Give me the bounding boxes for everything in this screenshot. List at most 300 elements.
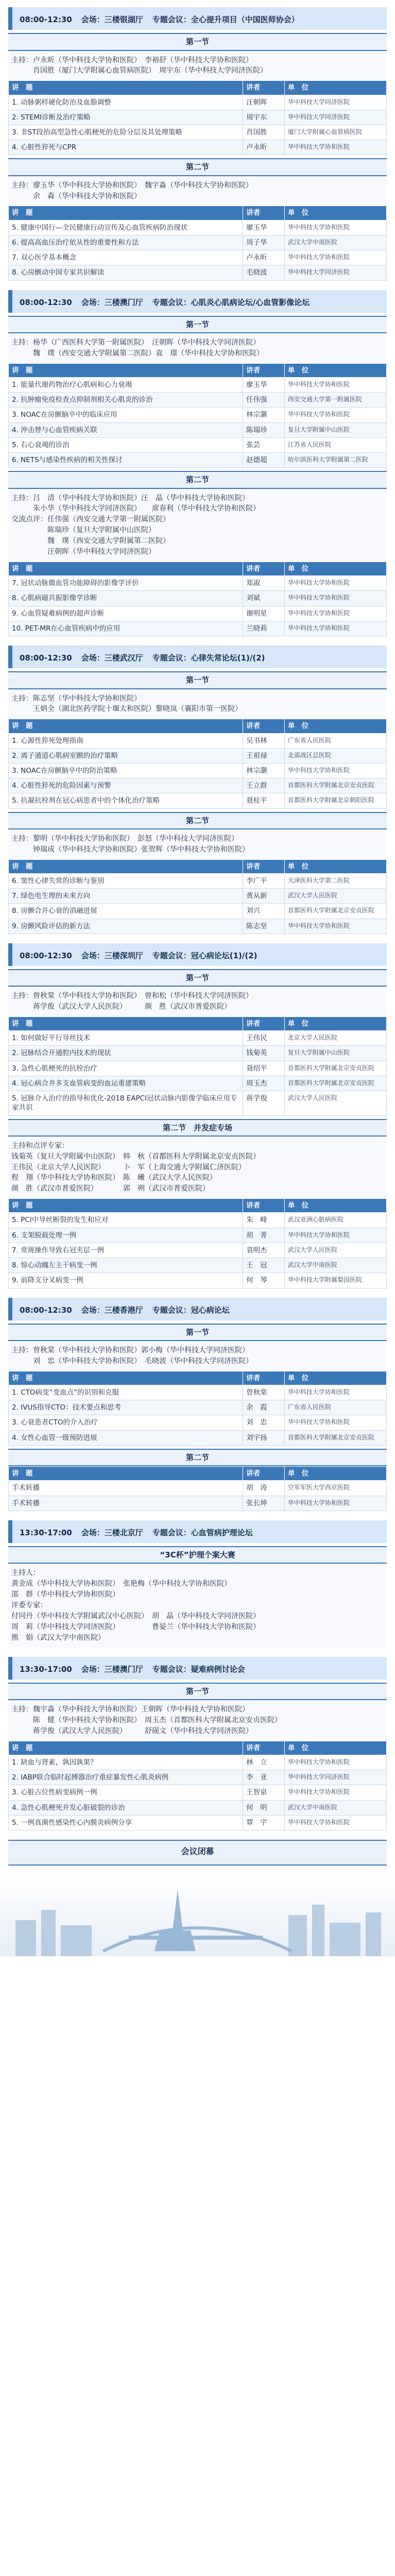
- talk-unit: 武汉大学人民医院: [284, 1091, 386, 1115]
- talk-title: 9. 心血管疑难病例的超声诊断: [9, 606, 243, 621]
- chair-line: 肖国胜（厦门大学附属心血管病医院） 周宇东（华中科技大学同济医院）: [11, 66, 267, 75]
- chair-line: 主持和点评专家：: [11, 1141, 69, 1150]
- session-venue: 会场：三楼武汉厅: [81, 653, 143, 663]
- table-row: [9, 250, 387, 265]
- table-row: [9, 904, 387, 919]
- chair-line: 邵 群（华中科技大学协和医院）: [11, 1590, 119, 1599]
- chairs-list: [8, 829, 387, 859]
- block-title: 第一节: [8, 1683, 387, 1700]
- talk-title: 6. 窦性心律失常的诊断与鉴别: [9, 873, 243, 888]
- session-time: 08:00-12:30: [20, 15, 72, 24]
- talk-title: 手术转播: [9, 1496, 243, 1511]
- table-header-row: [9, 562, 387, 575]
- chair-line: 主持：卢永昕（华中科技大学协和医院） 李裕舒（华中科技大学协和医院）: [11, 56, 253, 64]
- talk-speaker: 王智泉: [243, 1785, 285, 1800]
- talk-speaker: 林宗灏: [243, 763, 285, 778]
- talk-title: 4. 女性心血管一级预防进展: [9, 1430, 243, 1445]
- session-topic: 专题会议：疑难病例讨论会: [152, 1664, 245, 1674]
- header-talk: 讲 题: [9, 206, 243, 220]
- talks-table: [8, 1741, 387, 1831]
- block-title: 第二节 并发症专场: [8, 1119, 387, 1137]
- session-topic: 专题会议：心肌炎心肌病论坛/心血管影像论坛: [152, 297, 310, 307]
- table-header-row: [9, 206, 387, 220]
- talk-speaker: 余 霞: [243, 1400, 285, 1415]
- talk-unit: 首都医科大学附属北京安贞医院: [284, 1430, 386, 1445]
- session-topic: 专题会议：心律失常论坛(1)/(2): [152, 653, 265, 663]
- chair-line: 熊 娟（武汉大学中南医院）: [11, 1633, 105, 1642]
- chair-line: 主持：黎明（华中科技大学协和医院） 彭怒（华中科技大学同济医院）: [11, 834, 238, 843]
- header-speaker: 讲者: [243, 1017, 285, 1031]
- chair-line: 程 翔（华中科技大学协和医院） 陈 曦（武汉大学人民医院）: [11, 1174, 217, 1182]
- table-row: [9, 1400, 387, 1415]
- talk-speaker: 卢永昕: [243, 250, 285, 265]
- talk-unit: 首都医科大学附属北京安贞医院: [284, 778, 386, 793]
- table-row: [9, 889, 387, 904]
- talk-title: 5. 抗凝抗栓剂在冠心病患者中的个体化治疗策略: [9, 793, 243, 808]
- talk-speaker: 汪朝晖: [243, 95, 285, 110]
- talk-title: 10. PET-MR在心血管疾病中的应用: [9, 621, 243, 636]
- session-0: [8, 7, 387, 281]
- talks-table: [8, 80, 387, 155]
- talk-unit: 华中科技大学协和医院: [284, 408, 386, 422]
- talk-unit: 华中科技大学协和医院: [284, 606, 386, 621]
- header-unit: 单 位: [284, 1741, 386, 1755]
- talk-unit: 武汉大学中南医院: [284, 1258, 386, 1273]
- session-time: 08:00-12:30: [20, 951, 72, 960]
- talk-title: 3. NOAC在房颤脑卒中的防治策略: [9, 763, 243, 778]
- talk-title: 6. 提高高血压治疗依从性的重要性和方法: [9, 235, 243, 250]
- block-title: 第二节: [8, 471, 387, 488]
- talk-title: 8. 心房颤动中国专家共识解读: [9, 265, 243, 280]
- table-row: [9, 621, 387, 636]
- talk-speaker: 曾秋棠: [243, 1385, 285, 1400]
- chair-line: 主持：曾秋棠（华中科技大学协和医院） 曾和松（华中科技大学同济医院）: [11, 992, 253, 1001]
- talk-unit: 厦门大学附属心血管病医院: [284, 125, 386, 140]
- talk-title: 4. 冠心病合并多支血管病变的血运重建策略: [9, 1076, 243, 1091]
- session-time: 08:00-12:30: [20, 1305, 72, 1315]
- talk-unit: 华中科技大学协和医院: [284, 621, 386, 636]
- header-unit: 单 位: [284, 859, 386, 873]
- chair-line: 主持：杨华（广西医科大学第一附属医院） 汪朝晖（华中科技大学同济医院）: [11, 338, 260, 347]
- talk-speaker: 胡 菁: [243, 1228, 285, 1243]
- chair-line: 朱小华（华中科技大学同济医院） 席春利（华中科技大学协和医院）: [11, 504, 260, 513]
- talk-unit: 华中科技大学同济医院: [284, 110, 386, 125]
- table-row: [9, 220, 387, 235]
- header-unit: 单 位: [284, 1371, 386, 1385]
- header-speaker: 讲者: [243, 562, 285, 575]
- talk-unit: 华中科技大学协和医院: [284, 1785, 386, 1800]
- session-header: [8, 943, 387, 966]
- table-row: [9, 1481, 387, 1496]
- talk-unit: 华中科技大学协和医院: [284, 1755, 386, 1770]
- chairs-list: [8, 51, 387, 81]
- talk-speaker: 李 亚: [243, 1770, 285, 1785]
- talk-speaker: 兰晓莉: [243, 621, 285, 636]
- session-header: [8, 7, 387, 30]
- talk-speaker: 覃 宇: [243, 1815, 285, 1830]
- talk-unit: 首都医科大学附属北京朝阳医院: [284, 793, 386, 808]
- talk-unit: 华中科技大学协和医院: [284, 1228, 386, 1243]
- talk-speaker: 蒋学俊: [243, 1091, 285, 1115]
- talk-unit: 华中科技大学协和医院: [284, 1415, 386, 1430]
- chair-line: 王伟民（北京大学人民医院） 卜 军（上海交通大学附属仁济医院）: [11, 1163, 246, 1172]
- talk-speaker: 毛晓波: [243, 265, 285, 280]
- session-time: 08:00-12:30: [20, 653, 72, 663]
- header-speaker: 讲者: [243, 1467, 285, 1481]
- table-header-row: [9, 1371, 387, 1385]
- header-talk: 讲 题: [9, 562, 243, 575]
- talk-speaker: 黄从新: [243, 889, 285, 904]
- talk-title: 3. 非ST段抬高型急性心肌梗死的危险分层及其处理策略: [9, 125, 243, 140]
- talk-unit: 华中科技大学协和医院: [284, 1815, 386, 1830]
- chairs-list: [8, 1137, 387, 1198]
- chair-line: 主持：陈志坚（华中科技大学协和医院）: [11, 694, 141, 703]
- table-row: [9, 1213, 387, 1228]
- chair-line: 陈 健（华中科技大学协和医院） 周玉杰（首都医科大学附属北京安贞医院）: [11, 1716, 282, 1724]
- talk-title: 2. 离子通道心肌病室颤的治疗策略: [9, 748, 243, 763]
- table-row: [9, 453, 387, 468]
- chairs-list: [8, 987, 387, 1016]
- talks-table: [8, 719, 387, 808]
- table-row: [9, 1415, 387, 1430]
- header-unit: 单 位: [284, 1017, 386, 1031]
- block-title: 第二节: [8, 158, 387, 176]
- chairs-list: [8, 176, 387, 206]
- talk-title: 1. 心源性猝死处理指南: [9, 733, 243, 748]
- header-speaker: 讲者: [243, 859, 285, 873]
- table-row: [9, 140, 387, 155]
- talk-title: 7. 绿色电生理的未来方向: [9, 889, 243, 904]
- chair-line: 主持：曾秋棠（华中科技大学协和医院）郭小梅（华中科技大学同济医院）: [11, 1346, 249, 1355]
- talk-speaker: 肖国胜: [243, 125, 285, 140]
- talk-speaker: 廖玉华: [243, 378, 285, 393]
- talk-speaker: 刘斌: [243, 591, 285, 606]
- talk-unit: 华中科技大学协和医院: [284, 250, 386, 265]
- talks-table: [8, 562, 387, 636]
- chair-line: 主持人：: [11, 1569, 40, 1578]
- skyline-illustration: [0, 1874, 395, 1956]
- chair-line: 魏 璞（西安交通大学附属第二医院）: [11, 537, 170, 546]
- table-row: [9, 265, 387, 280]
- session-6: [8, 1657, 387, 1831]
- header-talk: 讲 题: [9, 1199, 243, 1213]
- header-talk: 讲 题: [9, 1371, 243, 1385]
- talk-title: 8. 惊心动魄左主干病变一例: [9, 1258, 243, 1273]
- talk-speaker: 胡 涛: [243, 1481, 285, 1496]
- header-speaker: 讲者: [243, 1741, 285, 1755]
- talk-unit: 华中科技大学附属梨园医院: [284, 1273, 386, 1288]
- talks-table: [8, 363, 387, 468]
- talk-title: 8. 心肌病磁共振影像学诊断: [9, 591, 243, 606]
- session-time: 13:30-17:00: [20, 1664, 72, 1674]
- table-row: [9, 1228, 387, 1243]
- header-talk: 讲 题: [9, 81, 243, 95]
- block-title: “3C杯”护理个案大赛: [8, 1546, 387, 1564]
- table-row: [9, 591, 387, 606]
- talk-unit: 首都医科大学附属北京安贞医院: [284, 1061, 386, 1076]
- chair-line: 王炳全（湖北医药学院十堰太和医院）黎晓岚（襄阳市第一医院）: [11, 705, 242, 714]
- session-topic: 专题会议：冠心病论坛(1)/(2): [152, 951, 257, 960]
- table-row: [9, 1091, 387, 1115]
- table-row: [9, 235, 387, 250]
- talk-speaker: 刘兴: [243, 904, 285, 919]
- session-venue: 会场：三楼香港厅: [81, 1305, 143, 1315]
- table-row: [9, 1496, 387, 1511]
- talk-unit: 西安交通大学第一附属医院: [284, 393, 386, 408]
- talk-title: 4. 心脏性猝死与CPR: [9, 140, 243, 155]
- talk-unit: 武汉大学中南医院: [284, 235, 386, 250]
- talk-unit: 北京大学人民医院: [284, 1031, 386, 1046]
- talk-unit: 广东省人民医院: [284, 1400, 386, 1415]
- talk-title: 5. 右心衰竭的诊治: [9, 437, 243, 452]
- talk-speaker: 袁明杰: [243, 1243, 285, 1258]
- header-talk: 讲 题: [9, 719, 243, 733]
- talk-speaker: 廖玉华: [243, 220, 285, 235]
- table-row: [9, 437, 387, 452]
- table-row: [9, 606, 387, 621]
- talk-title: 手术转播: [9, 1481, 243, 1496]
- chair-line: 主持：魏宇淼（华中科技大学协和医院）王朝晖（华中科技大学协和医院）: [11, 1705, 249, 1714]
- talk-title: 1. 动脉粥样硬化防治及血脂调整: [9, 95, 243, 110]
- table-row: [9, 1770, 387, 1785]
- talk-speaker: 李广平: [243, 873, 285, 888]
- header-speaker: 讲者: [243, 81, 285, 95]
- block-title: 第一节: [8, 1324, 387, 1341]
- talk-title: 5. 冠脉介入治疗的指导和优化-2018 EAPCI冠状动脉内影像学临床应用专家共识: [9, 1091, 243, 1115]
- talk-speaker: 任伟强: [243, 393, 285, 408]
- talk-speaker: 何 琴: [243, 1273, 285, 1288]
- talk-speaker: 吴书林: [243, 733, 285, 748]
- chairs-list: [8, 489, 387, 562]
- talk-speaker: 卢永昕: [243, 140, 285, 155]
- table-header-row: [9, 1467, 387, 1481]
- header-unit: 单 位: [284, 81, 386, 95]
- table-row: [9, 95, 387, 110]
- header-talk: 讲 题: [9, 1741, 243, 1755]
- talk-title: 7. 冠状动脉微血管功能障碍的影像学评价: [9, 576, 243, 591]
- session-header: [8, 1298, 387, 1320]
- table-row: [9, 1815, 387, 1830]
- chair-line: 黄金成（华中科技大学协和医院） 张艳梅（华中科技大学协和医院）: [11, 1580, 231, 1588]
- chairs-list: [8, 333, 387, 363]
- table-row: [9, 873, 387, 888]
- table-row: [9, 919, 387, 934]
- talk-title: 2. 冠脉结合开通腔内技术的现状: [9, 1046, 243, 1061]
- talk-unit: 复旦大学附属中山医院: [284, 1046, 386, 1061]
- chair-line: 评委专家：: [11, 1601, 47, 1609]
- table-row: [9, 778, 387, 793]
- talk-unit: 复旦大学附属中山医院: [284, 422, 386, 437]
- chair-line: 余 森（华中科技大学协和医院）: [11, 192, 141, 200]
- session-5: [8, 1520, 387, 1648]
- talk-title: 1. 如何做好平行导丝技术: [9, 1031, 243, 1046]
- talk-unit: 华中科技大学协和医院: [284, 220, 386, 235]
- table-header-row: [9, 859, 387, 873]
- session-2: [8, 646, 387, 934]
- session-header: [8, 1657, 387, 1680]
- table-row: [9, 1258, 387, 1273]
- talk-unit: 华中科技大学协和医院: [284, 140, 386, 155]
- chairs-list: [8, 1341, 387, 1371]
- chair-line: 钟瑞成（华中科技大学协和医院）张贺辉（华中科技大学协和医院）: [11, 845, 249, 854]
- header-speaker: 讲者: [243, 363, 285, 377]
- session-venue: 会场：三楼澳门厅: [81, 1664, 143, 1674]
- talk-title: 3. 心脏占位性病变病例一例: [9, 1785, 243, 1800]
- chairs-list: [8, 1700, 387, 1741]
- talk-title: 3. 心衰患者CTO的介入治疗: [9, 1415, 243, 1430]
- talk-unit: 江苏省人民医院: [284, 437, 386, 452]
- talk-title: 3. NOAC在房颤脑卒中的临床应用: [9, 408, 243, 422]
- table-row: [9, 1243, 387, 1258]
- session-venue: 会场：三楼北京厅: [81, 1528, 143, 1537]
- talk-speaker: 林宗灏: [243, 408, 285, 422]
- header-speaker: 讲者: [243, 1199, 285, 1213]
- talk-speaker: 林 立: [243, 1755, 285, 1770]
- session-header: [8, 646, 387, 668]
- talk-title: 4. 沖击替与心血管疾病关联: [9, 422, 243, 437]
- talk-unit: 华中科技大学协和医院: [284, 591, 386, 606]
- talks-table: [8, 1466, 387, 1511]
- table-row: [9, 1385, 387, 1400]
- table-row: [9, 1031, 387, 1046]
- session-time: 08:00-12:30: [20, 297, 72, 307]
- talks-table: [8, 859, 387, 934]
- talks-table: [8, 1016, 387, 1116]
- talks-table: [8, 1198, 387, 1288]
- talk-title: 9. 房颤风险评估的新方法: [9, 919, 243, 934]
- talk-speaker: 郑淑: [243, 576, 285, 591]
- talk-unit: 华中科技大学协和医院: [284, 378, 386, 393]
- talk-title: 6. NETS与感染性疾病的相关性探讨: [9, 453, 243, 468]
- session-4: [8, 1298, 387, 1511]
- header-unit: 单 位: [284, 206, 386, 220]
- talk-speaker: 谢明星: [243, 606, 285, 621]
- talk-unit: 华中科技大学协和医院: [284, 1496, 386, 1511]
- chair-line: 交流点评：任伟强（西安交通大学第一附属医院）: [11, 515, 170, 524]
- talks-table: [8, 1371, 387, 1446]
- header-talk: 讲 题: [9, 859, 243, 873]
- talk-title: 4. 急性心肌梗死并发心脏破裂的诊治: [9, 1800, 243, 1815]
- block-title: 第一节: [8, 33, 387, 50]
- talk-speaker: 王 冠: [243, 1258, 285, 1273]
- talk-title: 2. STEMI诊断及治疗策略: [9, 110, 243, 125]
- chairs-list: [8, 1564, 387, 1647]
- talk-speaker: 王伟民: [243, 1031, 285, 1046]
- table-header-row: [9, 1199, 387, 1213]
- talk-unit: 武汉大学人民医院: [284, 1243, 386, 1258]
- table-row: [9, 1076, 387, 1091]
- talk-title: 1. CTO病变“变血点”的识别和克服: [9, 1385, 243, 1400]
- header-speaker: 讲者: [243, 206, 285, 220]
- header-unit: 单 位: [284, 363, 386, 377]
- table-row: [9, 408, 387, 422]
- talk-speaker: 聂桂平: [243, 793, 285, 808]
- table-row: [9, 422, 387, 437]
- table-row: [9, 576, 387, 591]
- talk-title: 7. 常规操作导致右冠夹层一例: [9, 1243, 243, 1258]
- block-title: 第一节: [8, 969, 387, 987]
- header-talk: 讲 题: [9, 1017, 243, 1031]
- talk-unit: 华中科技大学协和医院: [284, 576, 386, 591]
- table-row: [9, 125, 387, 140]
- chair-line: 主持：吕 清（华中科技大学协和医院）汪 晶（华中科技大学协和医院）: [11, 494, 249, 502]
- header-unit: 单 位: [284, 719, 386, 733]
- chair-line: 蒋学俊（武汉大学人民医院） 颜 胜（武汉市普爱医院）: [11, 1003, 231, 1011]
- table-row: [9, 793, 387, 808]
- talk-title: 6. 支架脱载处理一例: [9, 1228, 243, 1243]
- talk-title: 8. 房颤合并心衰的消融进展: [9, 904, 243, 919]
- table-row: [9, 748, 387, 763]
- talk-speaker: 刘 忠: [243, 1415, 285, 1430]
- talk-title: 7. 双心医学基本概念: [9, 250, 243, 265]
- table-row: [9, 733, 387, 748]
- chair-line: 陈瑞珍（复旦大学附属中山医院）: [11, 526, 156, 535]
- talk-unit: 天津医科大学第二医院: [284, 873, 386, 888]
- header-talk: 讲 题: [9, 1467, 243, 1481]
- table-row: [9, 1800, 387, 1815]
- chair-line: 刘 忠（华中科技大学协和医院） 毛晓波（华中科技大学同济医院）: [11, 1357, 253, 1365]
- table-row: [9, 378, 387, 393]
- chair-line: 蒋学俊（武汉大学人民医院） 舒砚文（华中科技大学同济医院）: [11, 1726, 253, 1735]
- session-topic: 专题会议：心血管病护理论坛: [152, 1528, 253, 1537]
- talk-unit: 首都医科大学附属北京安贞医院: [284, 1076, 386, 1091]
- header-speaker: 讲者: [243, 719, 285, 733]
- header-speaker: 讲者: [243, 1371, 285, 1385]
- table-header-row: [9, 1017, 387, 1031]
- session-header: [8, 1520, 387, 1543]
- talk-speaker: 王立群: [243, 778, 285, 793]
- talk-unit: 华中科技大学协和医院: [284, 919, 386, 934]
- header-unit: 单 位: [284, 1467, 386, 1481]
- talk-speaker: 朱 峰: [243, 1213, 285, 1228]
- talk-unit: 华中科技大学同济医院: [284, 265, 386, 280]
- talk-title: 5. PCI中导丝断裂的发生和应对: [9, 1213, 243, 1228]
- chairs-list: [8, 689, 387, 719]
- header-unit: 单 位: [284, 1199, 386, 1213]
- talk-title: 2. IABP联合临时起搏器治疗重症暴发性心肌炎病例: [9, 1770, 243, 1785]
- talk-speaker: 王祖禄: [243, 748, 285, 763]
- talk-title: 1. 能量代谢药物治疗心肌病和心力衰竭: [9, 378, 243, 393]
- session-header: [8, 290, 387, 313]
- talk-unit: 武汉大学中南医院: [284, 1800, 386, 1815]
- table-row: [9, 1046, 387, 1061]
- session-time: 13:30-17:00: [20, 1528, 72, 1537]
- talk-speaker: 周子华: [243, 235, 285, 250]
- talk-speaker: 何 明: [243, 1800, 285, 1815]
- header-unit: 单 位: [284, 562, 386, 575]
- talk-speaker: 陈瑞珍: [243, 422, 285, 437]
- talk-unit: 武汉亚洲心脏病医院: [284, 1213, 386, 1228]
- block-title: 第一节: [8, 316, 387, 333]
- table-header-row: [9, 1741, 387, 1755]
- table-row: [9, 393, 387, 408]
- talk-unit: 华中科技大学协和医院: [284, 1385, 386, 1400]
- block-title: 第二节: [8, 1449, 387, 1466]
- talk-speaker: 刘宇扬: [243, 1430, 285, 1445]
- closing-title: 会议闭幕: [8, 1840, 387, 1866]
- talk-unit: 首都医科大学附属北京安贞医院: [284, 904, 386, 919]
- talk-unit: 北部战区总医院: [284, 748, 386, 763]
- talk-title: 2. 抗肿瘤免疫检查点抑制剂相关心肌炎的诊治: [9, 393, 243, 408]
- talk-unit: 空军军医大学西京医院: [284, 1481, 386, 1496]
- session-3: [8, 943, 387, 1289]
- session-venue: 会场：三楼深圳厅: [81, 951, 143, 960]
- talk-speaker: 钱菊英: [243, 1046, 285, 1061]
- talk-title: 2. IVUS指导CTO：技术要点和思考: [9, 1400, 243, 1415]
- chair-line: 付同丹（华中科技大学附属武汉中心医院） 胡 晶（华中科技大学同济医院）: [11, 1612, 260, 1620]
- session-1: [8, 290, 387, 637]
- talk-title: 1. 缺血与肾素，孰因孰果？: [9, 1755, 243, 1770]
